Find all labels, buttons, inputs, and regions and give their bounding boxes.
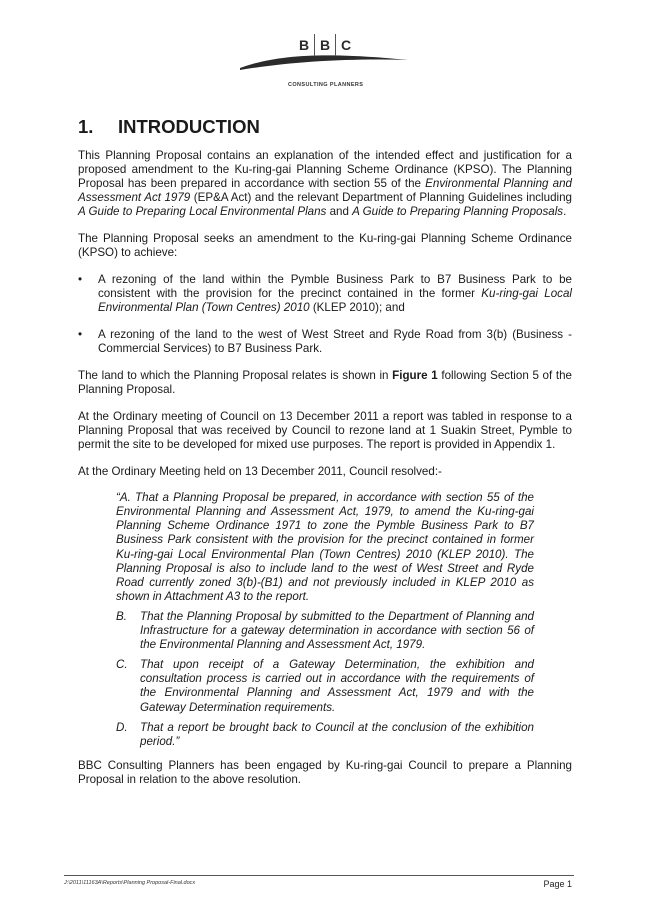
resolution-item-d <box>116 721 534 749</box>
bullet-icon: • <box>78 272 83 286</box>
resolution-text: That upon receipt of a Gateway Determination, the exhibition and consultation process is carried out in accordance with the requirements of the Environmental Planning and Assessment Act, 1979 and with the Gateway Determination requirements. <box>140 658 534 714</box>
resolution-label: D. <box>116 720 128 734</box>
logo-letters <box>294 34 356 56</box>
section-number: 1. <box>78 116 94 137</box>
document-body <box>78 149 572 799</box>
resolution-label: C. <box>116 658 128 672</box>
paragraph-objective: The Planning Proposal seeks an amendment to the Ku-ring-gai Planning Scheme Ordinance (KPSO) to achieve: <box>78 231 572 260</box>
bullet-icon: • <box>78 327 83 341</box>
text-run: A rezoning of the land to the west of West Street and Ryde Road from 3(b) (Business - Commercial Services) to B7 Business Park. <box>98 327 572 356</box>
plan-title: Ku-ring-gai Local Environmental Plan (Town Centres) 2010 <box>98 286 572 314</box>
text-run: and <box>326 205 353 219</box>
figure-reference: Figure 1 <box>392 369 438 383</box>
resolution-label: B. <box>116 609 127 623</box>
text-run: . <box>563 205 567 219</box>
paragraph-figure-reference <box>78 369 572 397</box>
objective-list <box>78 273 572 356</box>
resolution-item-b <box>116 610 534 652</box>
logo-letter-b1: B <box>298 37 310 53</box>
text-run: The land to which the Planning Proposal relates is shown in <box>78 369 393 383</box>
resolution-text: That a report be brought back to Council at the conclusion of the exhibition period.” <box>140 720 534 748</box>
list-item <box>78 273 572 315</box>
paragraph-council-meeting: At the Ordinary meeting of Council on 13 December 2011 a report was tabled in response to a Planning Proposal that was received by Council to rezone land at 1 Suakin Street, Pymble to permit the site to be developed for mixed use purposes. The report is provided in Appendix 1. <box>78 409 572 451</box>
footer-divider <box>64 875 574 876</box>
text-run: (KLEP 2010); and <box>309 300 405 314</box>
text-run: A rezoning of the land within the Pymble Business Park to B7 Business Park to be consistent with the provision for the precinct contained in the former <box>98 272 572 300</box>
section-title: INTRODUCTION <box>118 116 260 137</box>
paragraph-intro <box>78 149 572 219</box>
text-run: This Planning Proposal contains an explanation of the intended effect and justification for a proposed amendment to the Ku-ring-gai Planning Scheme Ordinance (KPSO). The Planning Proposal has been prepared in accordance with section 55 of the <box>78 149 572 191</box>
council-resolution <box>116 491 534 749</box>
paragraph-engagement: BBC Consulting Planners has been engaged by Ku-ring-gai Council to prepare a Planning Proposal in relation to the above resolution. <box>78 758 572 786</box>
text-run: (EP&A Act) and the relevant Department of Planning Guidelines including <box>190 191 573 205</box>
page-number: Page 1 <box>543 879 572 889</box>
act-title: Environmental Planning and Assessment Act 1979 <box>78 177 572 205</box>
logo-letter-c: C <box>340 37 352 53</box>
guide-title: A Guide to Preparing Local Environmental Plans <box>78 205 327 219</box>
logo-subtitle: CONSULTING PLANNERS <box>288 82 364 88</box>
resolution-text: That the Planning Proposal by submitted to the Department of Planning and Infrastructure for a gateway determination in accordance with section 56 of the Environmental Planning and Assessment Act, 1979. <box>140 609 534 652</box>
section-heading <box>78 116 260 138</box>
resolution-item-a: “A. That a Planning Proposal be prepared, in accordance with section 55 of the Environmental Planning and Assessment Act, 1979, to amend the Ku-ring-gai Planning Scheme Ordinance 1971 to zone the Pymble Business Park to B7 Business Park consistent with the provision for the precinct contained in former Ku-ring-gai Local Environmental Plan (Town Centres) 2010 (KLEP 2010). The Planning Proposal is also to include land to the west of West Street and Ryde Road currently zoned 3(b)-(B1) and not previously included in KLEP 2010 as shown in Attachment A3 to the report. <box>116 491 534 603</box>
guide-title: A Guide to Preparing Planning Proposals <box>352 205 564 219</box>
bbc-logo <box>238 34 410 92</box>
text-run: following Section 5 of the Planning Proposal. <box>78 369 572 397</box>
logo-letter-b2: B <box>319 37 331 53</box>
footer-file-path: J:\2011\11163A\Reports\Planning Proposal-Final.docx <box>64 880 196 886</box>
resolution-item-c <box>116 658 534 714</box>
list-item <box>78 328 572 356</box>
paragraph-resolved: At the Ordinary Meeting held on 13 December 2011, Council resolved:- <box>78 464 442 478</box>
